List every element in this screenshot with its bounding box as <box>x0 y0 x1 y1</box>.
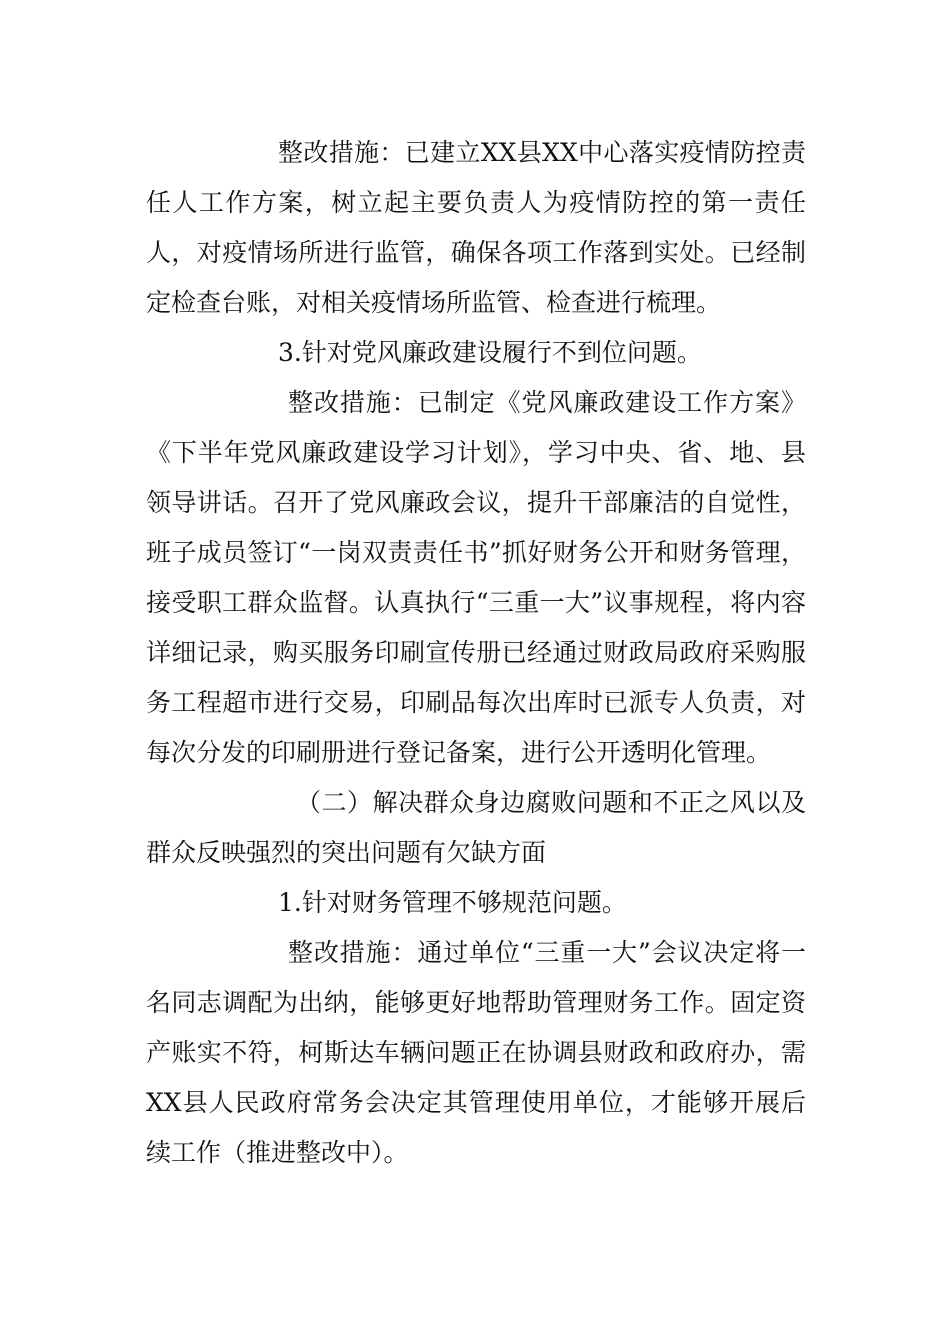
paragraph-rectification-finance: 整改措施：通过单位“三重一大”会议决定将一名同志调配为出纳，能够更好地帮助管理财务工作。固定资产账实不符，柯斯达车辆问题正在协调县财政和政府办，需XX县人民政府常务会决定其管理使用单位，才能够开展后续工作（推进整改中）。 <box>146 938 806 1167</box>
heading-item-3-party-integrity: 3.针对党风廉政建设履行不到位问题。 <box>278 338 702 367</box>
section-heading-2: （二）解决群众身边腐败问题和不正之风以及群众反映强烈的突出问题有欠缺方面 <box>146 788 806 867</box>
paragraph-rectification-epidemic: 整改措施：已建立XX县XX中心落实疫情防控责任人工作方案，树立起主要负责人为疫情防控的第一责任人，对疫情场所进行监管，确保各项工作落到实处。已经制定检查台账，对相关疫情场所监管、检查进行梳理。 <box>146 138 806 317</box>
paragraph-rectification-party-integrity: 整改措施：已制定《党风廉政建设工作方案》《下半年党风廉政建设学习计划》，学习中央、省、地、县领导讲话。召开了党风廉政会议，提升干部廉洁的自觉性，班子成员签订“一岗双责责任书”抓好财务公开和财务管理，接受职工群众监督。认真执行“三重一大”议事规程，将内容详细记录，购买服务印刷宣传册已经通过财政局政府采购服务工程超市进行交易，印刷品每次出库时已派专人负责，对每次分发的印刷册进行登记备案，进行公开透明化管理。 <box>146 388 806 767</box>
document-body <box>146 128 806 1178</box>
heading-item-1-finance: 1.针对财务管理不够规范问题。 <box>278 888 627 917</box>
